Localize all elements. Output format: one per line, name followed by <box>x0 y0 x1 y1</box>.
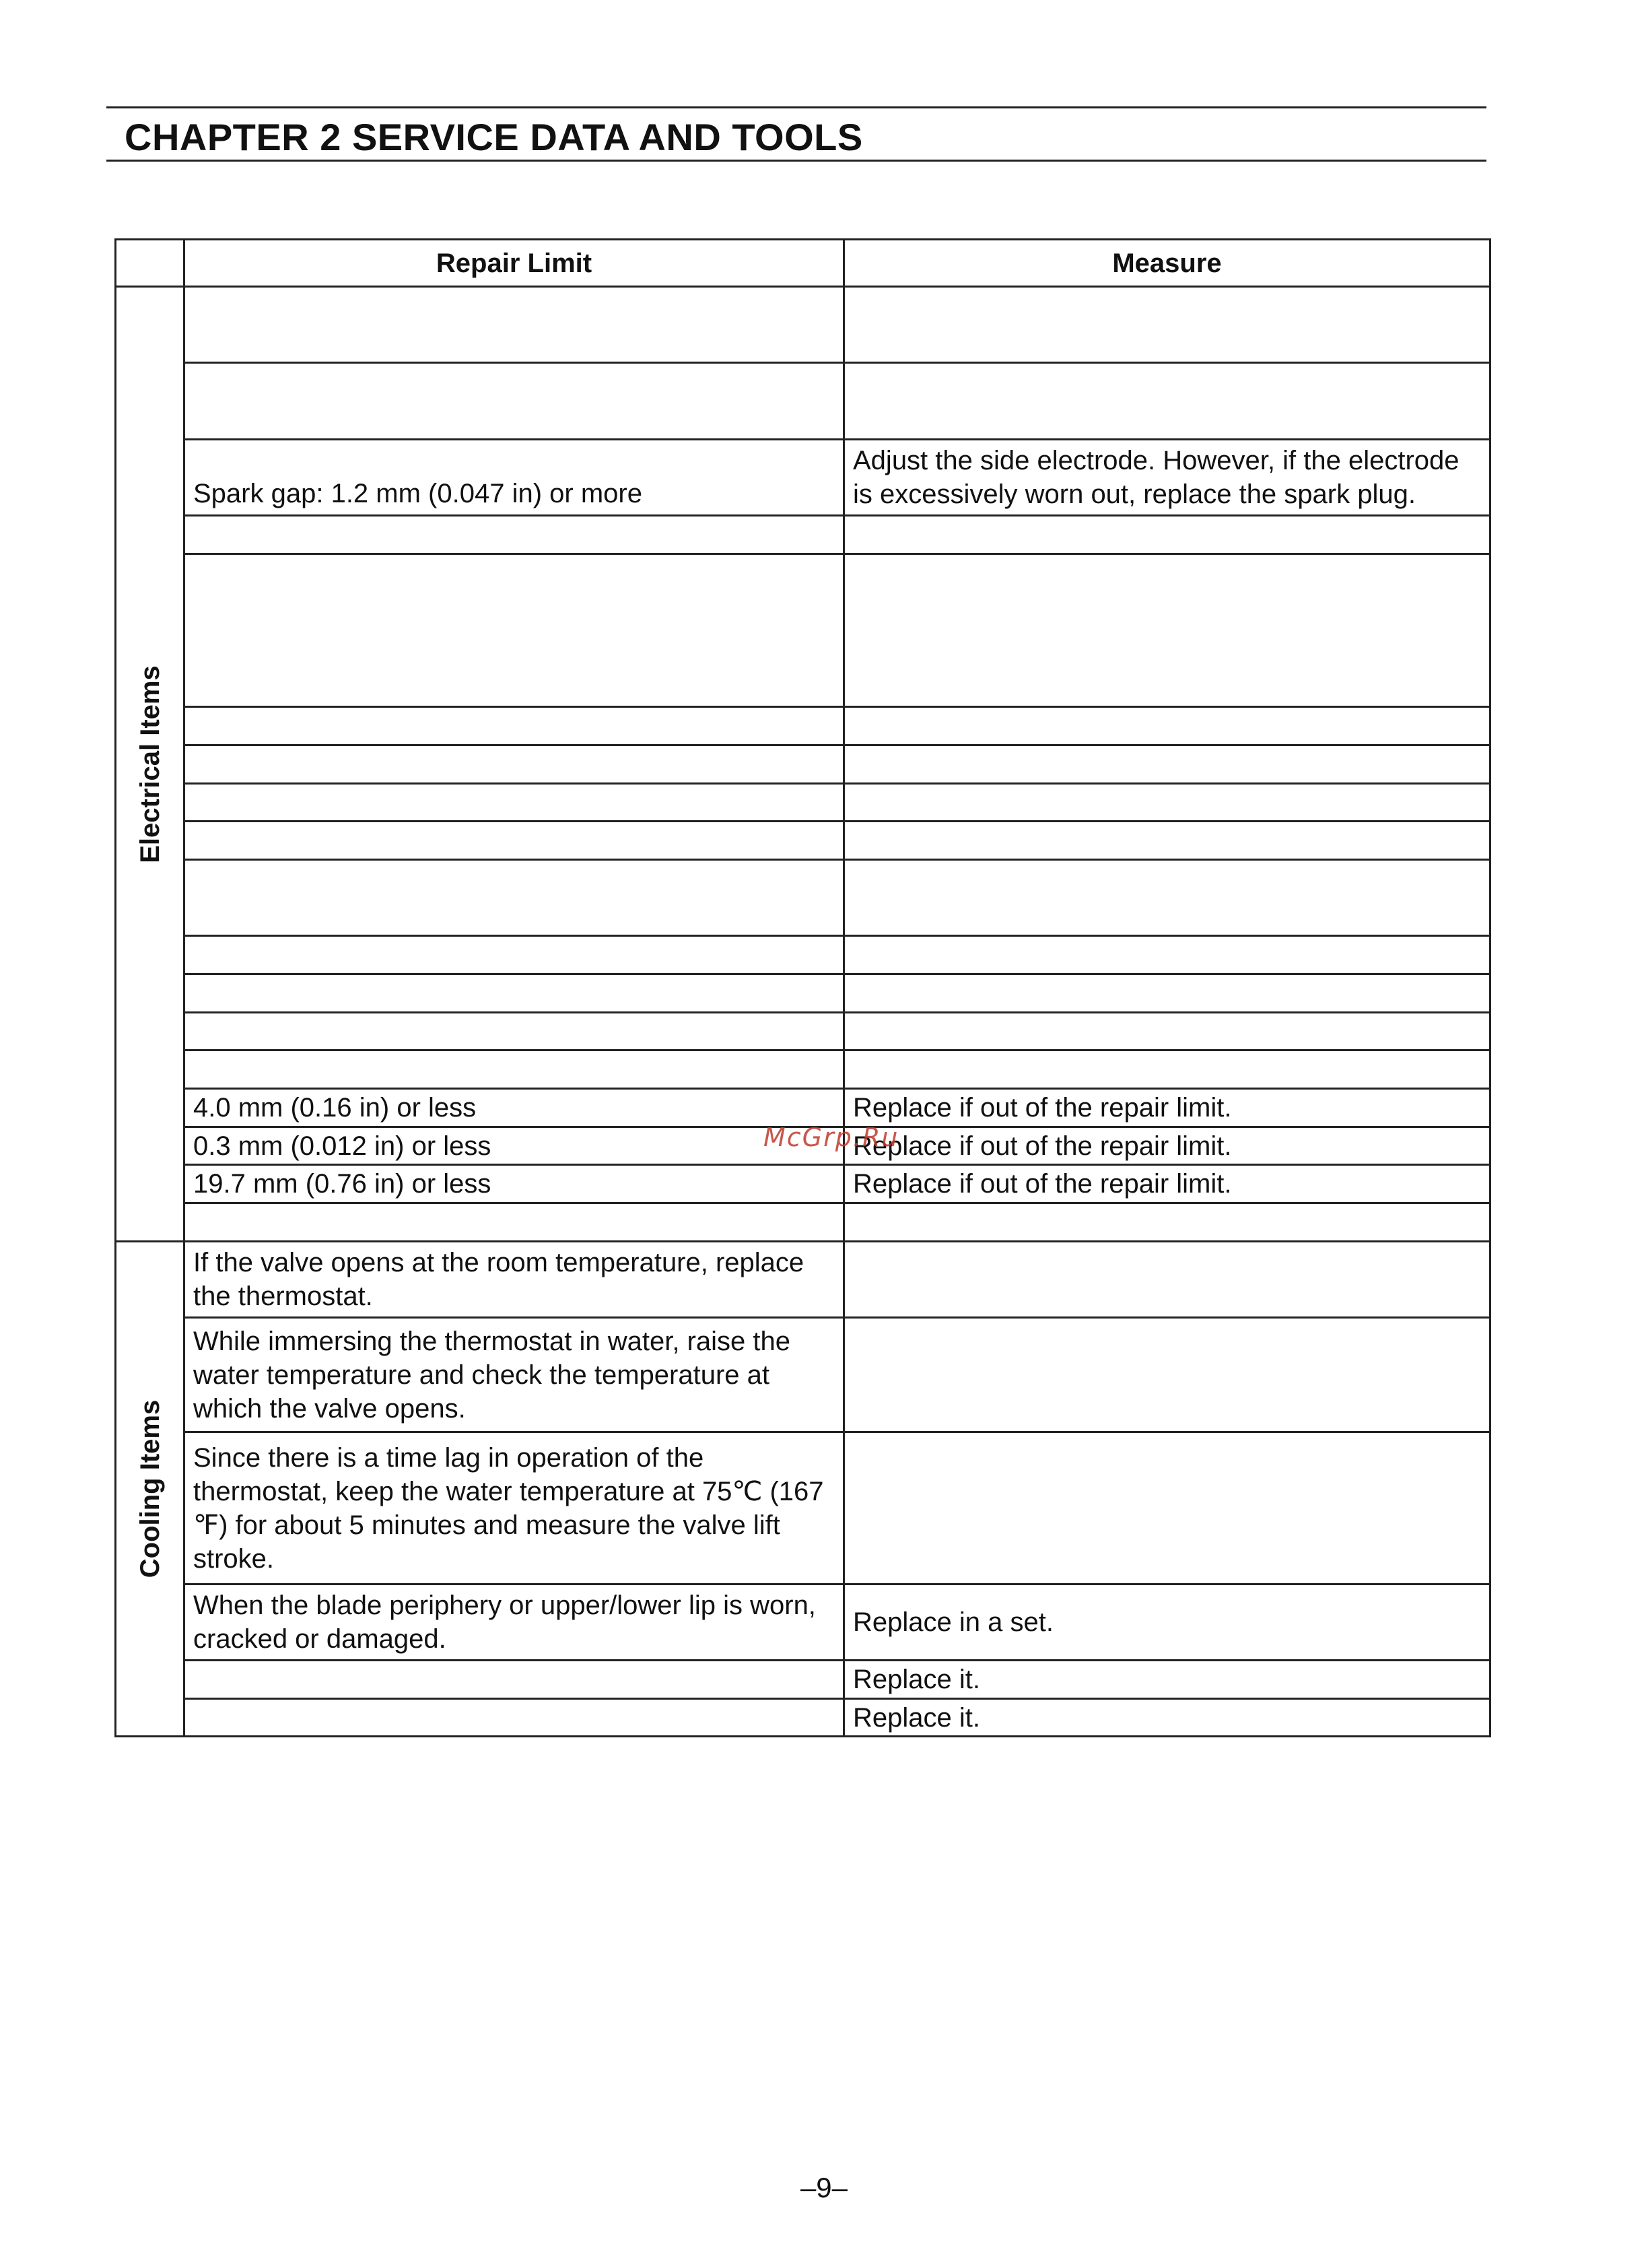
page-number: –9– <box>800 2172 848 2203</box>
repair-limit-cell: Since there is a time lag in operation of the thermostat, keep the water temperature at 75℃ (167 ℉) for about 5 minutes and measure the valve lift stroke. <box>184 1432 844 1585</box>
measure-cell: Replace if out of the repair limit. <box>844 1165 1490 1203</box>
header-measure: Measure <box>844 240 1490 287</box>
table-header-row <box>116 240 1490 287</box>
table-row <box>116 707 1490 745</box>
measure-cell <box>844 936 1490 974</box>
repair-limit-cell <box>184 822 844 860</box>
table-row <box>116 1050 1490 1089</box>
category-electrical <box>116 287 184 1242</box>
chapter-title: CHAPTER 2 SERVICE DATA AND TOOLS <box>125 116 863 158</box>
repair-limit-cell <box>184 860 844 936</box>
measure-cell <box>844 707 1490 745</box>
table-row <box>116 1242 1490 1318</box>
repair-limit-cell: Spark gap: 1.2 mm (0.047 in) or more <box>184 440 844 516</box>
measure-cell <box>844 1203 1490 1242</box>
table-row <box>116 1318 1490 1432</box>
category-cooling <box>116 1242 184 1737</box>
measure-cell <box>844 287 1490 363</box>
table-row <box>116 745 1490 784</box>
repair-limit-cell: 0.3 mm (0.012 in) or less <box>184 1127 844 1165</box>
repair-limit-cell <box>184 516 844 554</box>
measure-cell <box>844 745 1490 784</box>
table-row <box>116 974 1490 1013</box>
measure-cell: Adjust the side electrode. However, if the electrode is excessively worn out, replace the spark plug. <box>844 440 1490 516</box>
measure-cell <box>844 516 1490 554</box>
watermark: McGrp.Ru <box>763 1123 899 1152</box>
category-label-cooling: Cooling Items <box>135 1399 165 1578</box>
repair-limit-cell <box>184 1050 844 1089</box>
service-data-table <box>114 238 1491 1737</box>
repair-limit-cell <box>184 936 844 974</box>
measure-cell <box>844 974 1490 1013</box>
repair-limit-cell <box>184 554 844 707</box>
chapter-header <box>106 106 1486 162</box>
header-blank <box>116 240 184 287</box>
table-row <box>116 516 1490 554</box>
table-row <box>116 1089 1490 1127</box>
measure-cell <box>844 1242 1490 1318</box>
measure-cell: Replace it. <box>844 1699 1490 1737</box>
measure-cell: Replace in a set. <box>844 1585 1490 1661</box>
table-row <box>116 1699 1490 1737</box>
table-row <box>116 363 1490 440</box>
repair-limit-cell: While immersing the thermostat in water, raise the water temperature and check the temperature at which the valve opens. <box>184 1318 844 1432</box>
repair-limit-cell <box>184 1013 844 1050</box>
table-row <box>116 554 1490 707</box>
table-row <box>116 440 1490 516</box>
repair-limit-cell <box>184 707 844 745</box>
table-row <box>116 860 1490 936</box>
repair-limit-cell <box>184 1661 844 1699</box>
table-row <box>116 1661 1490 1699</box>
repair-limit-cell <box>184 287 844 363</box>
measure-cell <box>844 363 1490 440</box>
repair-limit-cell <box>184 974 844 1013</box>
header-repair-limit: Repair Limit <box>184 240 844 287</box>
table-row <box>116 784 1490 822</box>
repair-limit-cell: If the valve opens at the room temperature, replace the thermostat. <box>184 1242 844 1318</box>
measure-cell <box>844 822 1490 860</box>
repair-limit-cell: 19.7 mm (0.76 in) or less <box>184 1165 844 1203</box>
measure-cell <box>844 1318 1490 1432</box>
table-row <box>116 1165 1490 1203</box>
table-row <box>116 1203 1490 1242</box>
measure-cell <box>844 1432 1490 1585</box>
repair-limit-cell <box>184 363 844 440</box>
table-row <box>116 287 1490 363</box>
repair-limit-cell <box>184 784 844 822</box>
measure-cell <box>844 1050 1490 1089</box>
table-row <box>116 1013 1490 1050</box>
repair-limit-cell <box>184 1699 844 1737</box>
repair-limit-cell <box>184 745 844 784</box>
measure-cell: Replace it. <box>844 1661 1490 1699</box>
measure-cell <box>844 860 1490 936</box>
table-row <box>116 822 1490 860</box>
measure-cell <box>844 1013 1490 1050</box>
repair-limit-cell <box>184 1203 844 1242</box>
table-row <box>116 936 1490 974</box>
measure-cell <box>844 784 1490 822</box>
measure-cell: Replace if out of the repair limit. <box>844 1089 1490 1127</box>
repair-limit-cell: When the blade periphery or upper/lower lip is worn, cracked or damaged. <box>184 1585 844 1661</box>
repair-limit-cell: 4.0 mm (0.16 in) or less <box>184 1089 844 1127</box>
table-row <box>116 1585 1490 1661</box>
measure-cell <box>844 554 1490 707</box>
measure-cell: Replace if out of the repair limit. <box>844 1127 1490 1165</box>
category-label-electrical: Electrical Items <box>135 665 165 863</box>
table-row <box>116 1432 1490 1585</box>
